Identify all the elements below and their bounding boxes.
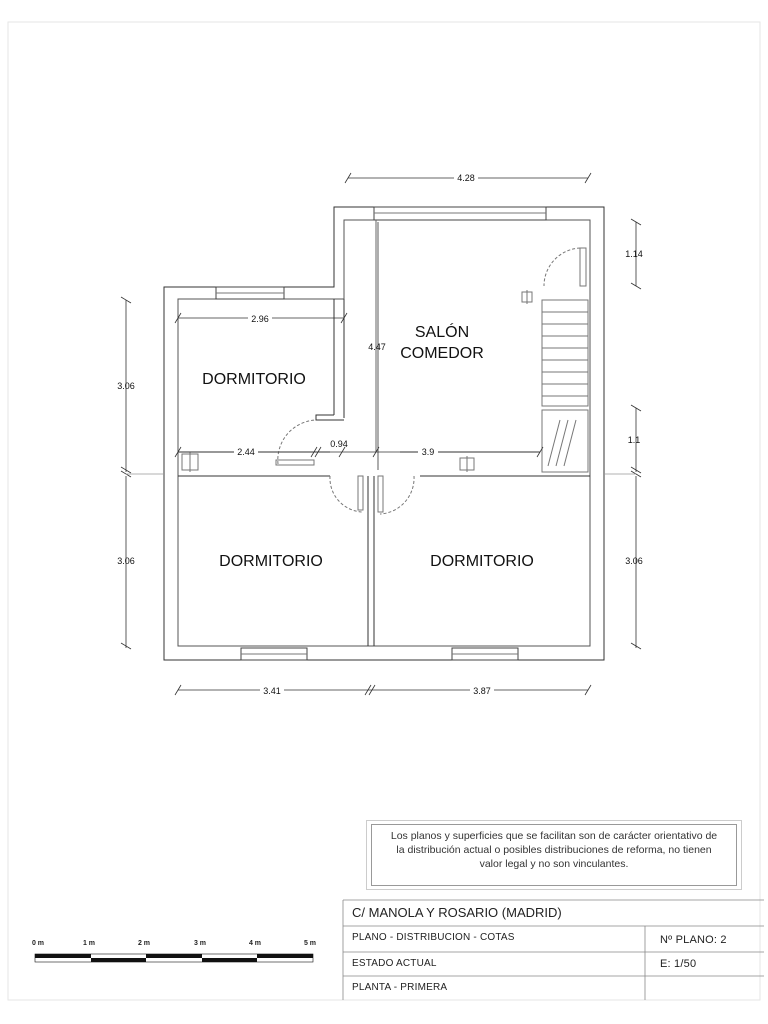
plano-number: Nº PLANO: 2 xyxy=(660,934,727,946)
dim-right-lower: 3.06 xyxy=(625,556,643,566)
room-label-salon-1: SALÓN xyxy=(414,324,470,341)
outer-wall xyxy=(164,207,604,660)
dim-right-middle: 1.1 xyxy=(627,435,641,445)
dim-top-width: 4.28 xyxy=(457,173,475,183)
estado-label: ESTADO ACTUAL xyxy=(352,958,437,969)
scale-segment-4 xyxy=(257,954,313,958)
plano-description: PLANO - DISTRIBUCION - COTAS xyxy=(352,932,515,943)
dim-corridor-right: 3.9 xyxy=(421,447,435,457)
dim-dormitorio-width: 2.96 xyxy=(251,314,269,324)
scale-segment-0 xyxy=(35,954,91,958)
room-label-dormitorio-bl: DORMITORIO xyxy=(219,553,323,570)
escala-label: E: 1/50 xyxy=(660,958,697,970)
dimension-lines xyxy=(121,173,641,695)
staircase xyxy=(542,300,588,472)
dim-left-lower: 3.06 xyxy=(117,556,135,566)
dim-door-width: 0.94 xyxy=(330,439,348,449)
inner-wall xyxy=(178,220,590,646)
dim-corridor-left: 2.44 xyxy=(237,447,255,457)
scale-segment-3 xyxy=(202,958,257,962)
address-title: C/ MANOLA Y ROSARIO (MADRID) xyxy=(352,905,562,920)
scale-segment-2 xyxy=(146,954,202,958)
scale-label-1: 1 m xyxy=(82,940,96,947)
scale-label-0: 0 m xyxy=(31,940,45,947)
disclaimer-box xyxy=(371,824,737,886)
disclaimer-line-2: la distribución actual o posibles distribuciones de reforma, no tienen xyxy=(396,844,712,856)
dimension-labels xyxy=(117,171,643,696)
dim-bottom-left: 3.41 xyxy=(263,686,281,696)
scale-segment-1 xyxy=(91,958,146,962)
scale-label-5: 5 m xyxy=(303,940,317,947)
scale-label-4: 4 m xyxy=(248,940,262,947)
dim-left-upper: 3.06 xyxy=(117,381,135,391)
dim-bottom-right: 3.87 xyxy=(473,686,491,696)
corridor-doors xyxy=(182,420,474,514)
scale-bar xyxy=(32,940,316,962)
disclaimer-line-1: Los planos y superficies que se facilitan son de carácter orientativo de xyxy=(390,830,718,842)
room-label-salon-2: COMEDOR xyxy=(400,345,484,362)
disclaimer-line-3: valor legal y no son vinculantes. xyxy=(479,858,629,870)
room-label-dormitorio-br: DORMITORIO xyxy=(430,553,534,570)
dim-salon-height: 4.47 xyxy=(368,342,386,352)
title-block xyxy=(343,900,765,1000)
dim-right-upper: 1.14 xyxy=(625,249,643,259)
planta-label: PLANTA - PRIMERA xyxy=(352,982,448,993)
floor-plan xyxy=(164,207,604,660)
room-label-dormitorio-top: DORMITORIO xyxy=(202,371,306,388)
entry-door xyxy=(522,248,586,304)
scale-label-2: 2 m xyxy=(137,940,151,947)
scale-label-3: 3 m xyxy=(193,940,207,947)
